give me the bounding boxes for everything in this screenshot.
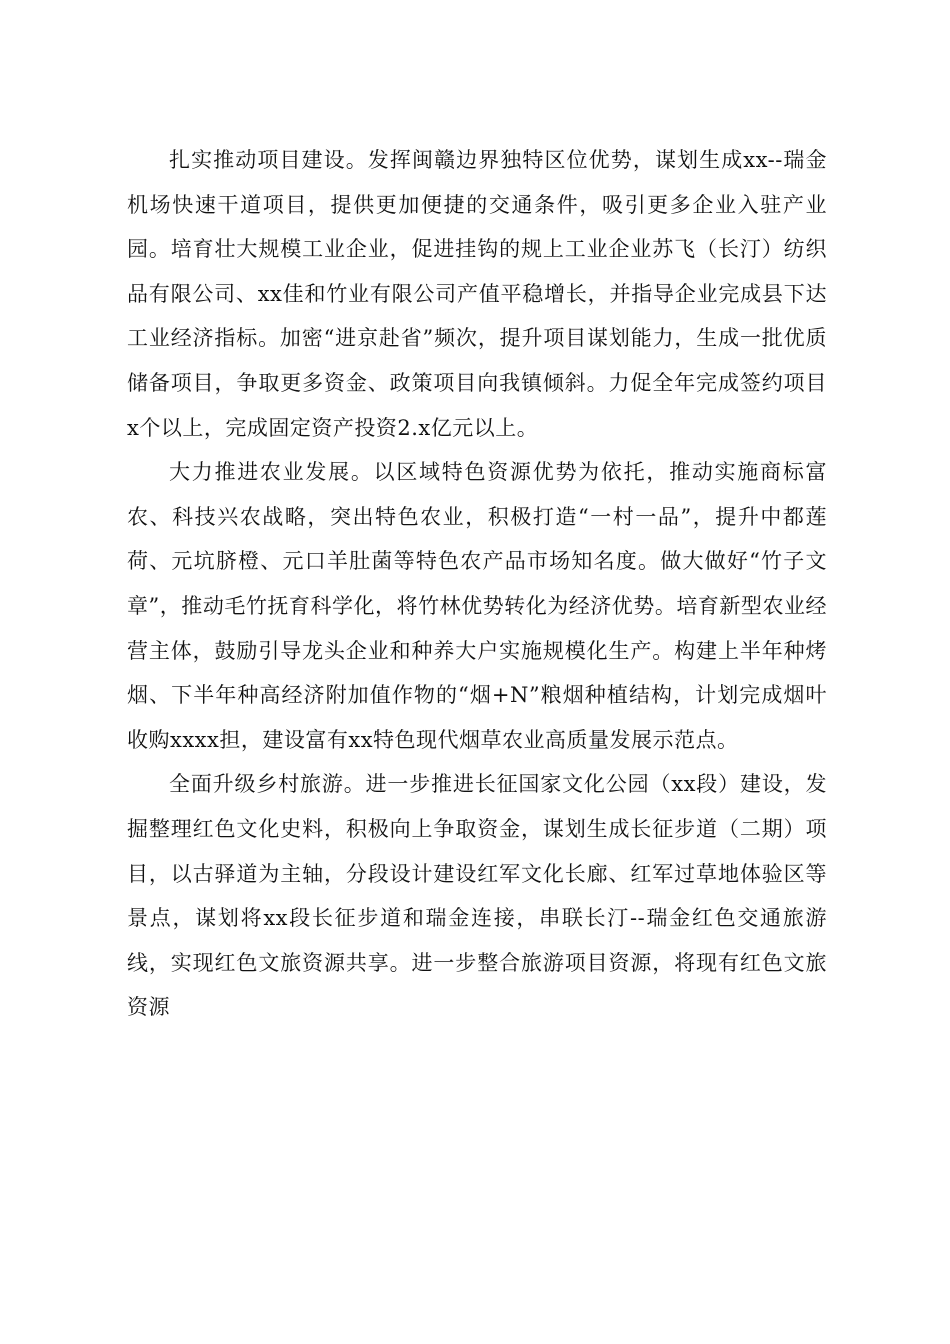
paragraph-project-construction: 扎实推动项目建设。发挥闽赣边界独特区位优势，谋划生成xx--瑞金机场快速干道项目，提供更加便捷的交通条件，吸引更多企业入驻产业园。培育壮大规模工业企业，促进挂钩的规上工业企业苏飞（长汀）纺织品有限公司、xx佳和竹业有限公司产值平稳增长，并指导企业完成县下达工业经济指标。加密“进京赴省”频次，提升项目谋划能力，生成一批优质储备项目，争取更多资金、政策项目向我镇倾斜。力促全年完成签约项目x个以上，完成固定资产投资2.x亿元以上。 (127, 148, 827, 440)
paragraph-rural-tourism: 全面升级乡村旅游。进一步推进长征国家文化公园（xx段）建设，发掘整理红色文化史料，积极向上争取资金，谋划生成长征步道（二期）项目，以古驿道为主轴，分段设计建设红军文化长廊、红军过草地体验区等景点，谋划将xx段长征步道和瑞金连接，串联长汀--瑞金红色交通旅游线，实现红色文旅资源共享。进一步整合旅游项目资源，将现有红色文旅资源 (127, 772, 827, 1020)
paragraph-agriculture-development: 大力推进农业发展。以区域特色资源优势为依托，推动实施商标富农、科技兴农战略，突出特色农业，积极打造“一村一品”，提升中都莲荷、元坑脐橙、元口羊肚菌等特色农产品市场知名度。做大做好“竹子文章”，推动毛竹抚育科学化，将竹林优势转化为经济优势。培育新型农业经营主体，鼓励引导龙头企业和种养大户实施规模化生产。构建上半年种烤烟、下半年种高经济附加值作物的“烟+N”粮烟种植结构，计划完成烟叶收购xxxx担，建设富有xx特色现代烟草农业高质量发展示范点。 (127, 460, 827, 752)
document-body (127, 138, 827, 1030)
